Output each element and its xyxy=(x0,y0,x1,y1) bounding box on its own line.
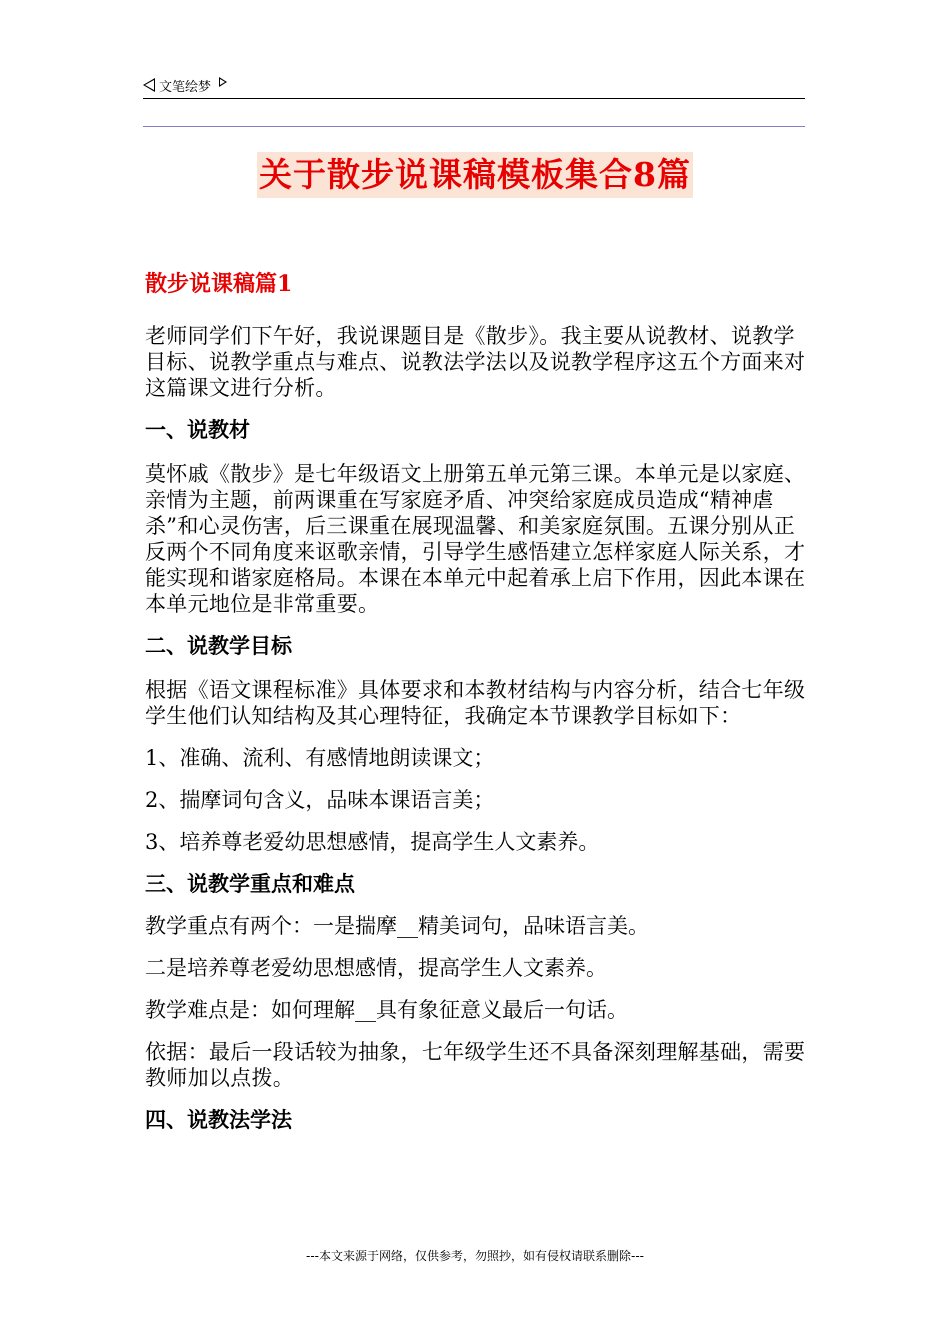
document-body xyxy=(145,265,810,1133)
subheading: 三、说教学重点和难点 xyxy=(145,872,355,896)
section-title: 散步说课稿篇1 xyxy=(145,271,293,297)
paragraph: 莫怀戚《散步》是七年级语文上册第五单元第三课。本单元是以家庭、亲情为主题，前两课重在写家庭矛盾、冲突给家庭成员造成“精神虐杀”和心灵伤害，后三课重在展现温馨、和美家庭氛围。五课分别从正反两个不同角度来讴歌亲情，引导学生感悟建立怎样家庭人际关系，才能实现和谐家庭格局。本课在本单元中起着承上启下作用，因此本课在本单元地位是非常重要。 xyxy=(145,462,806,616)
document-title-wrap xyxy=(0,152,950,198)
paragraph: 根据《语文课程标准》具体要求和本教材结构与内容分析，结合七年级学生他们认知结构及其心理特征，我确定本节课教学目标如下： xyxy=(145,678,806,728)
subheading: 一、说教材 xyxy=(145,418,250,442)
header-brand: 文笔绘梦 xyxy=(159,79,212,95)
paragraph: 1、准确、流利、有感情地朗读课文； xyxy=(145,746,495,770)
document-title: 关于散步说课稿模板集合8篇 xyxy=(257,152,693,198)
triangle-left-icon xyxy=(143,78,155,92)
triangle-right-icon xyxy=(219,77,227,87)
page-header xyxy=(143,72,805,99)
page-footer: ---本文来源于网络，仅供参考，勿照抄，如有侵权请联系删除--- xyxy=(306,1249,644,1263)
paragraph: 依据：最后一段话较为抽象，七年级学生还不具备深刻理解基础，需要教师加以点拨。 xyxy=(145,1040,806,1090)
paragraph: 3、培养尊老爱幼思想感情，提高学生人文素养。 xyxy=(145,830,600,854)
subheading: 四、说教法学法 xyxy=(145,1108,292,1132)
paragraph: 老师同学们下午好，我说课题目是《散步》。我主要从说教材、说教学目标、说教学重点与难点、说教法学法以及说教学程序这五个方面来对这篇课文进行分析。 xyxy=(145,324,806,400)
subheading: 二、说教学目标 xyxy=(145,634,292,658)
header-divider xyxy=(143,126,805,127)
paragraph: 教学难点是：如何理解__具有象征意义最后一句话。 xyxy=(145,998,628,1022)
paragraph: 2、揣摩词句含义，品味本课语言美； xyxy=(145,788,495,812)
paragraph: 二是培养尊老爱幼思想感情，提高学生人文素养。 xyxy=(145,956,607,980)
paragraph: 教学重点有两个：一是揣摩__精美词句，品味语言美。 xyxy=(145,914,649,938)
